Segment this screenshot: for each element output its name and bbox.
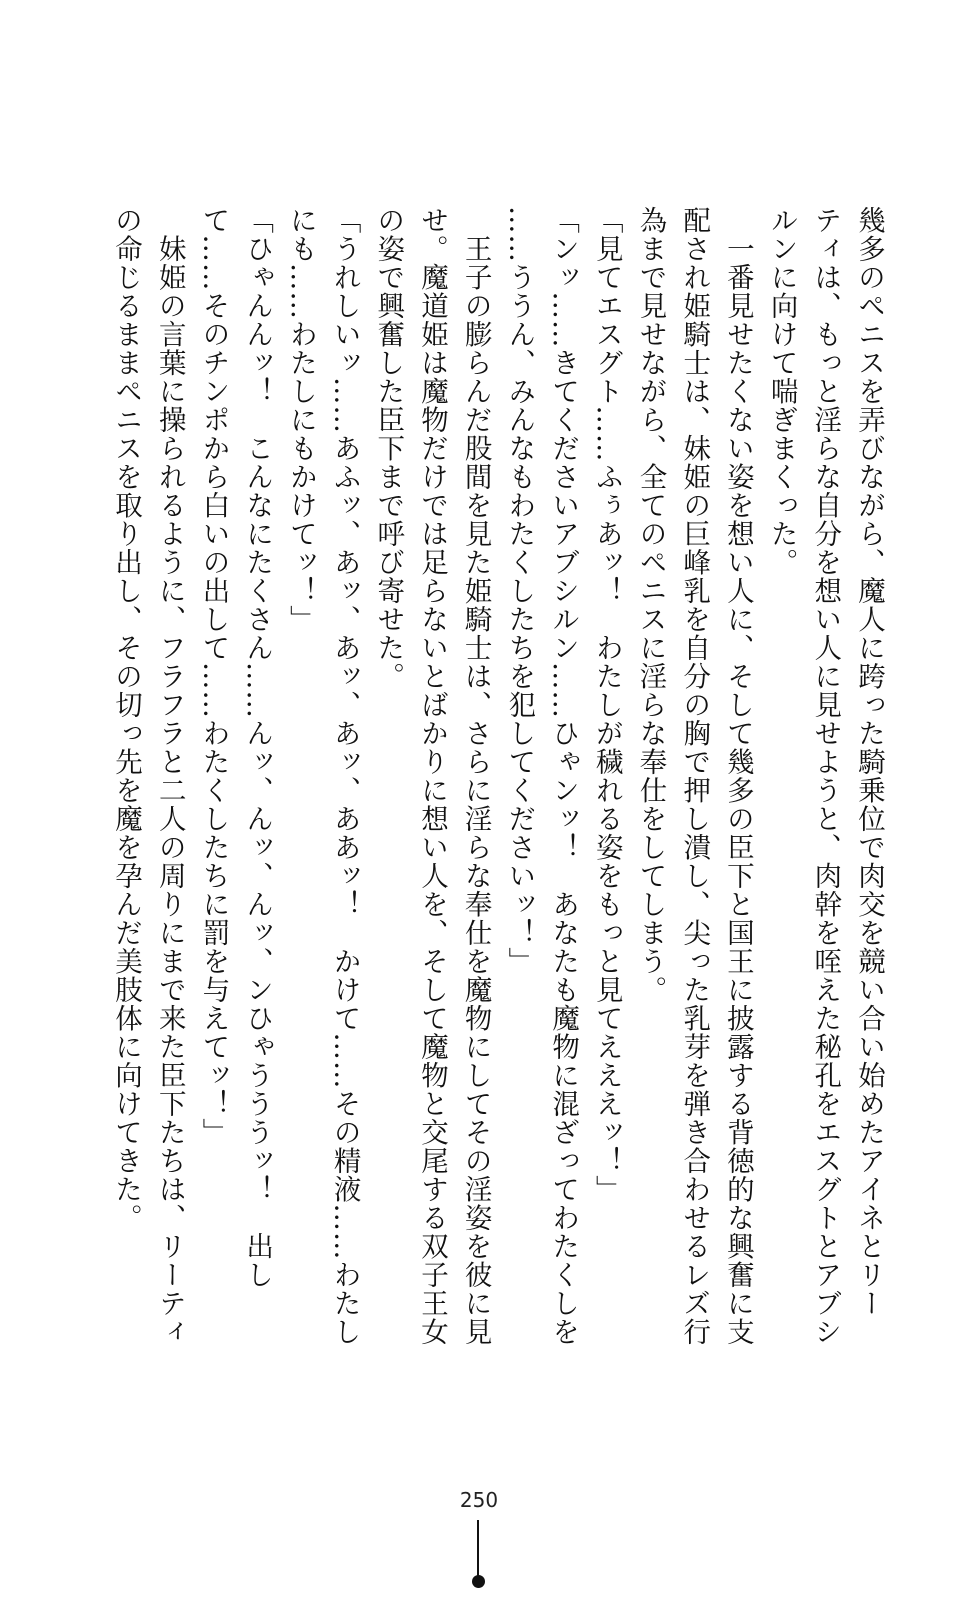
page-number: 250	[459, 1488, 499, 1512]
text-line: 「うれしいッ……あふッ、あッ、あッ、あッ、ああッ！ かけて……その精液……わたし	[328, 206, 361, 1346]
folio-dot	[472, 1575, 485, 1588]
text-line: 王子の膨らんだ股間を見た姫騎士は、さらに淫らな奉仕を魔物にしてその淫姿を彼に見	[459, 206, 492, 1346]
vertical-text-body	[100, 206, 890, 1346]
text-line: せ。魔道姫は魔物だけでは足らないとばかりに想い人を、そして魔物と交尾する双子王女	[415, 206, 448, 1346]
text-line: 配され姫騎士は、妹姫の巨峰乳を自分の胸で押し潰し、尖った乳芽を弾き合わせるレズ行	[678, 206, 711, 1346]
text-line: ティは、もっと淫らな自分を想い人に見せようと、肉幹を咥えた秘孔をエスグトとアブシ	[809, 206, 842, 1346]
text-line: 幾多のペニスを弄びながら、魔人に跨った騎乗位で肉交を競い合い始めたアイネとリー	[853, 206, 885, 1318]
text-line: 「見てエスグト……ふぅあッ！ わたしが穢れる姿をもっと見てえええッ！」	[590, 206, 623, 1204]
text-line: 為まで見せながら、全てのペニスに淫らな奉仕をしてしまう。	[634, 206, 667, 1004]
text-line: て……そのチンポから白いの出して……わたくしたちに罰を与えてッ！」	[197, 206, 230, 1147]
text-line: にも……わたしにもかけてッ！」	[284, 206, 317, 634]
text-line: 「ひゃんんッ！ こんなにたくさん……んッ、んッ、んッ、ンひゃうううッ！ 出し	[241, 206, 274, 1289]
text-line: の姿で興奮した臣下まで呼び寄せた。	[372, 206, 405, 691]
text-line: ルンに向けて喘ぎまくった。	[765, 206, 798, 577]
folio-rule	[477, 1520, 479, 1580]
text-line: 妹姫の言葉に操られるように、フラフラと二人の周りにまで来た臣下たちは、リーティ	[153, 206, 186, 1346]
text-line: 「ンッ……きてくださいアブシルン……ひゃンッ！ あなたも魔物に混ざってわたくしを	[547, 206, 580, 1346]
text-line: の命じるままペニスを取り出し、その切っ先を魔を孕んだ美肢体に向けてきた。	[110, 206, 143, 1232]
text-line: 一番見せたくない姿を想い人に、そして幾多の臣下と国王に披露する背徳的な興奮に支	[721, 206, 754, 1346]
text-line: ……ううん、みんなもわたくしたちを犯してくださいッ！」	[503, 206, 536, 976]
